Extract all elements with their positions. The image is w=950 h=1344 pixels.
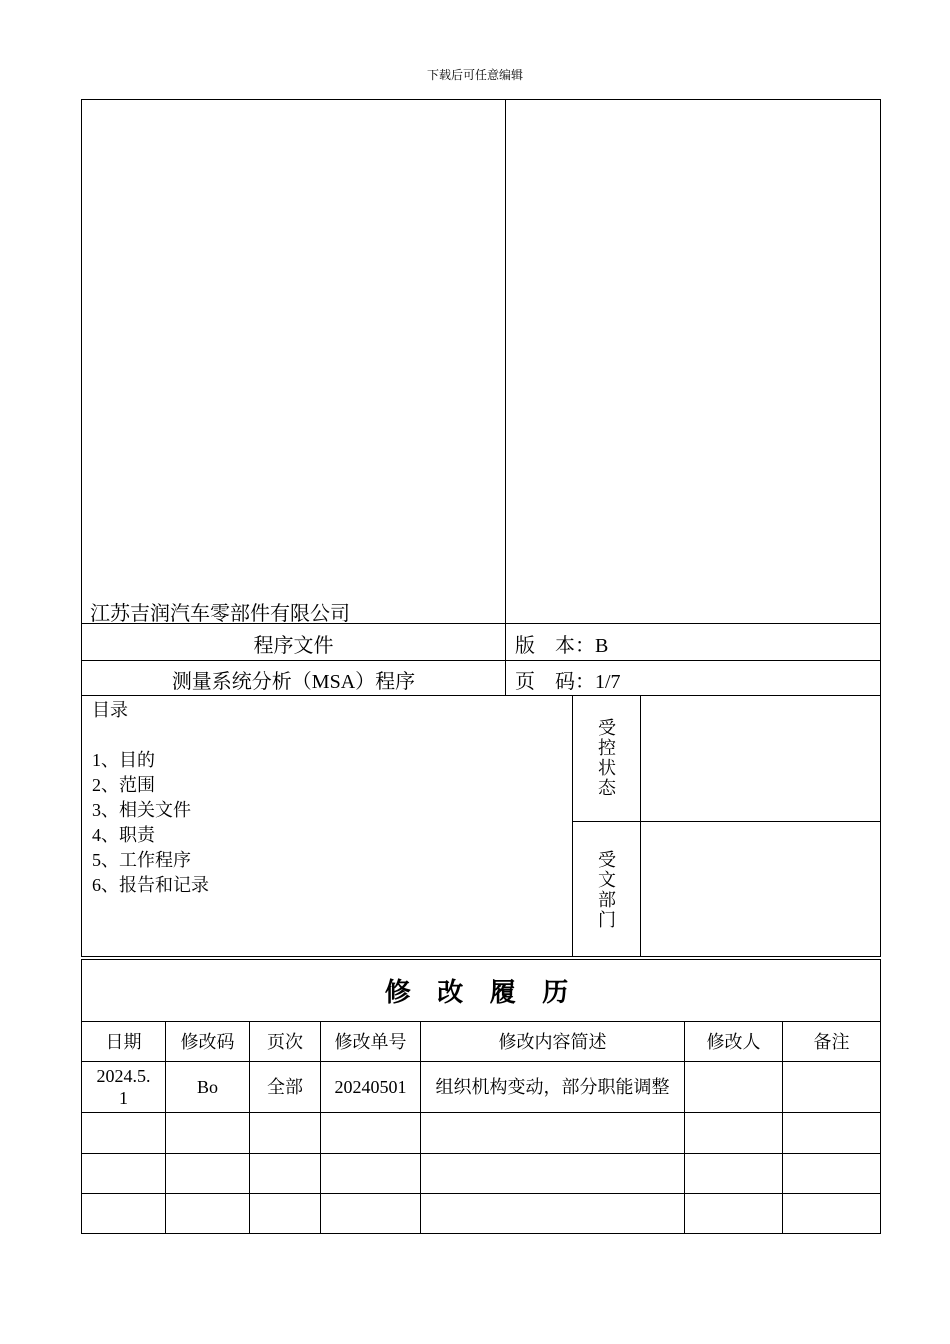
table-cell	[82, 1154, 165, 1193]
col-header-date: 日期	[105, 1031, 142, 1052]
table-cell: 组织机构变动，部分职能调整	[435, 1077, 670, 1097]
doc-title: 测量系统分析（MSA）程序	[171, 671, 416, 693]
col-header-editor: 修改人	[706, 1031, 761, 1052]
table-cell	[82, 1113, 165, 1153]
toc-item: 2、范围	[92, 775, 155, 795]
toc-item: 4、职责	[92, 825, 155, 845]
company-name: 江苏吉润汽车零部件有限公司	[90, 603, 350, 625]
table-cell: Bo	[196, 1077, 218, 1097]
toc-item: 6、报告和记录	[92, 875, 209, 895]
table-cell	[783, 1062, 880, 1112]
table-cell: 全部	[267, 1077, 303, 1097]
table-cell: 20240501	[334, 1077, 407, 1097]
toc-item: 1、目的	[92, 750, 155, 770]
table-cell	[685, 1062, 782, 1112]
history-title: 修 改 履 历	[384, 978, 579, 1007]
page-label: 页 码：1/7	[515, 671, 621, 693]
version-label: 版 本：B	[515, 635, 609, 657]
table-cell: 2024.5.1	[96, 1066, 151, 1108]
table-cell	[82, 1194, 165, 1233]
doc-type: 程序文件	[253, 635, 334, 657]
col-header-remarks: 备注	[813, 1031, 850, 1052]
receiving-dept-label: 受文部门	[598, 850, 616, 930]
col-header-content: 修改内容简述	[498, 1031, 607, 1052]
col-header-rev-no: 修改单号	[334, 1031, 407, 1052]
toc-item: 3、相关文件	[92, 800, 191, 820]
toc-item: 5、工作程序	[92, 850, 191, 870]
controlled-status-label: 受控状态	[598, 718, 616, 798]
col-header-page: 页次	[267, 1031, 303, 1052]
header-note: 下载后可任意编辑	[426, 68, 523, 82]
col-header-rev-code: 修改码	[180, 1031, 235, 1052]
toc-heading: 目录	[92, 700, 128, 720]
table-of-contents	[92, 698, 209, 898]
